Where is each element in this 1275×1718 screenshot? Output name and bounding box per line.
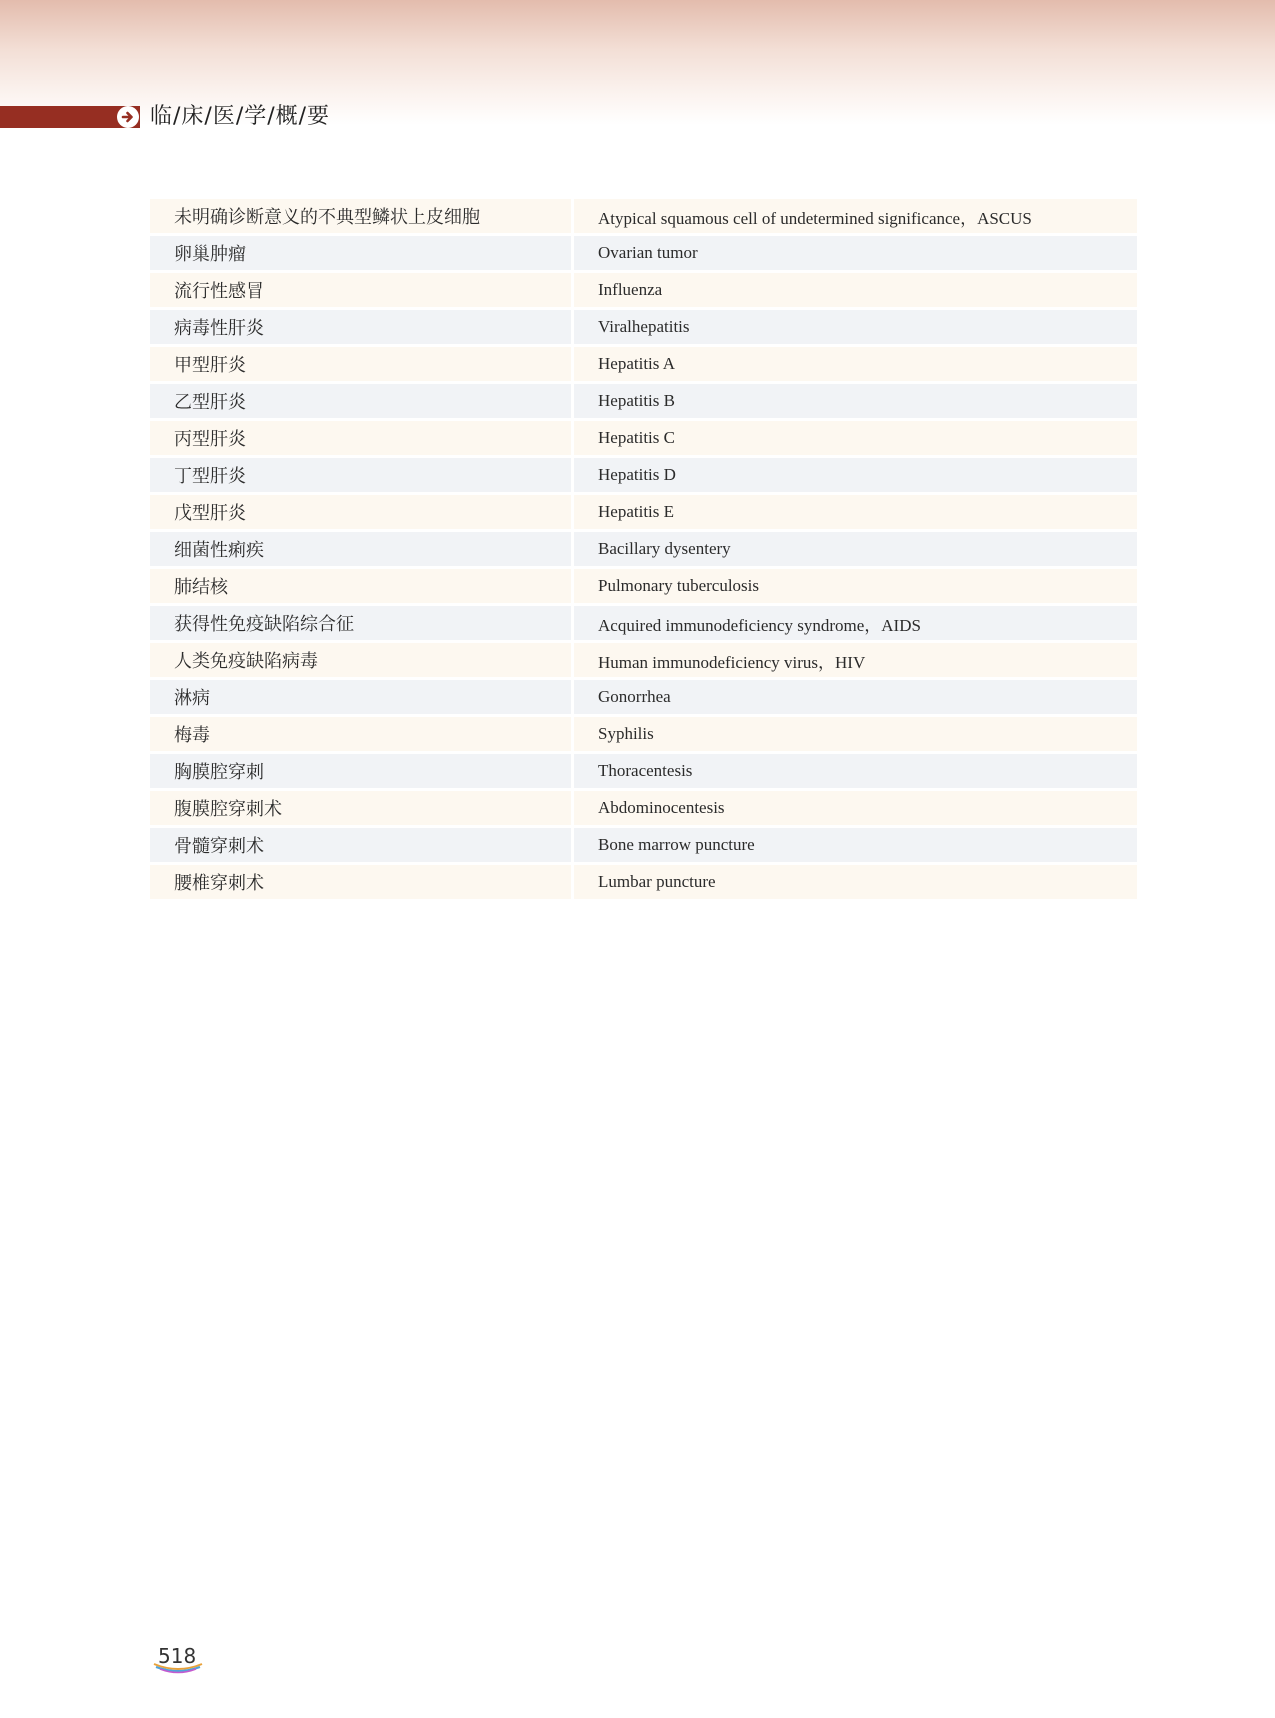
english-term-cell: Hepatitis C xyxy=(574,421,1137,458)
chinese-term-cell: 获得性免疫缺陷综合征 xyxy=(150,606,574,643)
table-row xyxy=(150,643,1137,680)
table-row xyxy=(150,606,1137,643)
english-term-cell: Viralhepatitis xyxy=(574,310,1137,347)
english-term-cell: Bacillary dysentery xyxy=(574,532,1137,569)
table-row xyxy=(150,384,1137,421)
table-row xyxy=(150,791,1137,828)
table-row xyxy=(150,458,1137,495)
page-number xyxy=(152,1644,204,1674)
chinese-term-cell: 丁型肝炎 xyxy=(150,458,574,495)
english-term-cell: Gonorrhea xyxy=(574,680,1137,717)
chinese-term-cell: 胸膜腔穿刺 xyxy=(150,754,574,791)
english-term-cell: Influenza xyxy=(574,273,1137,310)
chinese-term-cell: 腰椎穿刺术 xyxy=(150,865,574,902)
arrow-right-icon xyxy=(117,106,139,128)
chinese-term-cell: 腹膜腔穿刺术 xyxy=(150,791,574,828)
table-row xyxy=(150,273,1137,310)
chinese-term-cell: 骨髓穿刺术 xyxy=(150,828,574,865)
table-row xyxy=(150,495,1137,532)
english-term-cell: Hepatitis E xyxy=(574,495,1137,532)
table-row xyxy=(150,532,1137,569)
chinese-term-cell: 淋病 xyxy=(150,680,574,717)
chinese-term-cell: 未明确诊断意义的不典型鳞状上皮细胞 xyxy=(150,199,574,236)
chinese-term-cell: 人类免疫缺陷病毒 xyxy=(150,643,574,680)
running-header-title: 临/床/医/学/概/要 xyxy=(150,104,331,129)
chinese-term-cell: 流行性感冒 xyxy=(150,273,574,310)
chinese-term-cell: 肺结核 xyxy=(150,569,574,606)
table-row xyxy=(150,754,1137,791)
table-row xyxy=(150,569,1137,606)
english-term-cell: Atypical squamous cell of undetermined significance，ASCUS xyxy=(574,199,1137,236)
term-table-body xyxy=(150,199,1137,902)
table-row xyxy=(150,199,1137,236)
chinese-term-cell: 细菌性痢疾 xyxy=(150,532,574,569)
english-term-cell: Pulmonary tuberculosis xyxy=(574,569,1137,606)
term-table xyxy=(150,199,1137,902)
english-term-cell: Hepatitis D xyxy=(574,458,1137,495)
table-row xyxy=(150,717,1137,754)
chinese-term-cell: 病毒性肝炎 xyxy=(150,310,574,347)
english-term-cell: Lumbar puncture xyxy=(574,865,1137,902)
english-term-cell: Acquired immunodeficiency syndrome，AIDS xyxy=(574,606,1137,643)
chinese-term-cell: 卵巢肿瘤 xyxy=(150,236,574,273)
table-row xyxy=(150,421,1137,458)
english-term-cell: Hepatitis B xyxy=(574,384,1137,421)
chinese-term-cell: 丙型肝炎 xyxy=(150,421,574,458)
page-number-text: 518 xyxy=(158,1644,197,1668)
table-row xyxy=(150,865,1137,902)
english-term-cell: Syphilis xyxy=(574,717,1137,754)
table-row xyxy=(150,310,1137,347)
english-term-cell: Thoracentesis xyxy=(574,754,1137,791)
english-term-cell: Bone marrow puncture xyxy=(574,828,1137,865)
english-term-cell: Hepatitis A xyxy=(574,347,1137,384)
arrow-right-circle-icon xyxy=(117,106,139,128)
chinese-term-cell: 乙型肝炎 xyxy=(150,384,574,421)
table-row xyxy=(150,347,1137,384)
chinese-term-cell: 甲型肝炎 xyxy=(150,347,574,384)
table-row xyxy=(150,680,1137,717)
english-term-cell: Human immunodeficiency virus，HIV xyxy=(574,643,1137,680)
chinese-term-cell: 梅毒 xyxy=(150,717,574,754)
english-term-cell: Ovarian tumor xyxy=(574,236,1137,273)
english-term-cell: Abdominocentesis xyxy=(574,791,1137,828)
table-row xyxy=(150,828,1137,865)
table-row xyxy=(150,236,1137,273)
chinese-term-cell: 戊型肝炎 xyxy=(150,495,574,532)
